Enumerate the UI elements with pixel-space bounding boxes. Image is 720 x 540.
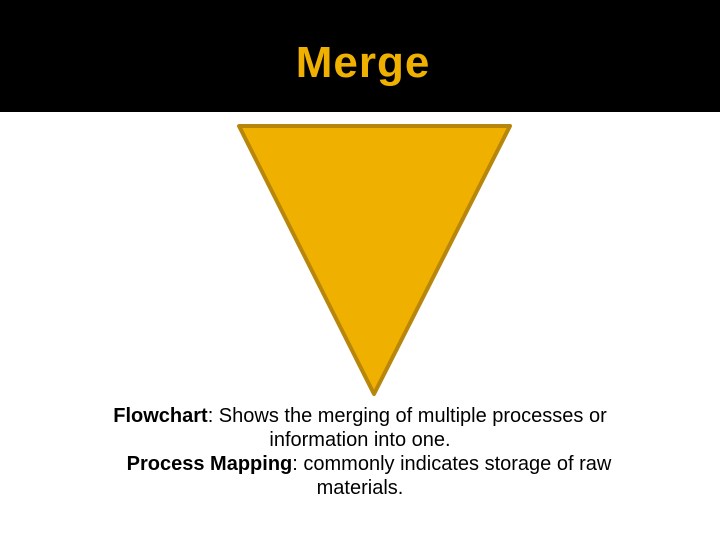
process-mapping-term: Process Mapping [126, 453, 293, 475]
caption-line-3 [40, 452, 680, 476]
caption-line-1 [40, 404, 680, 428]
merge-triangle-icon [239, 126, 510, 394]
flowchart-description: : Shows the merging of multiple processes or [207, 405, 607, 427]
slide-title: Merge [295, 38, 431, 87]
caption-line-2: information into one. [269, 429, 451, 451]
caption-line-4: materials. [316, 477, 404, 499]
process-mapping-description: : commonly indicates storage of raw [292, 453, 612, 475]
flowchart-term: Flowchart [113, 405, 208, 427]
caption [40, 404, 680, 500]
